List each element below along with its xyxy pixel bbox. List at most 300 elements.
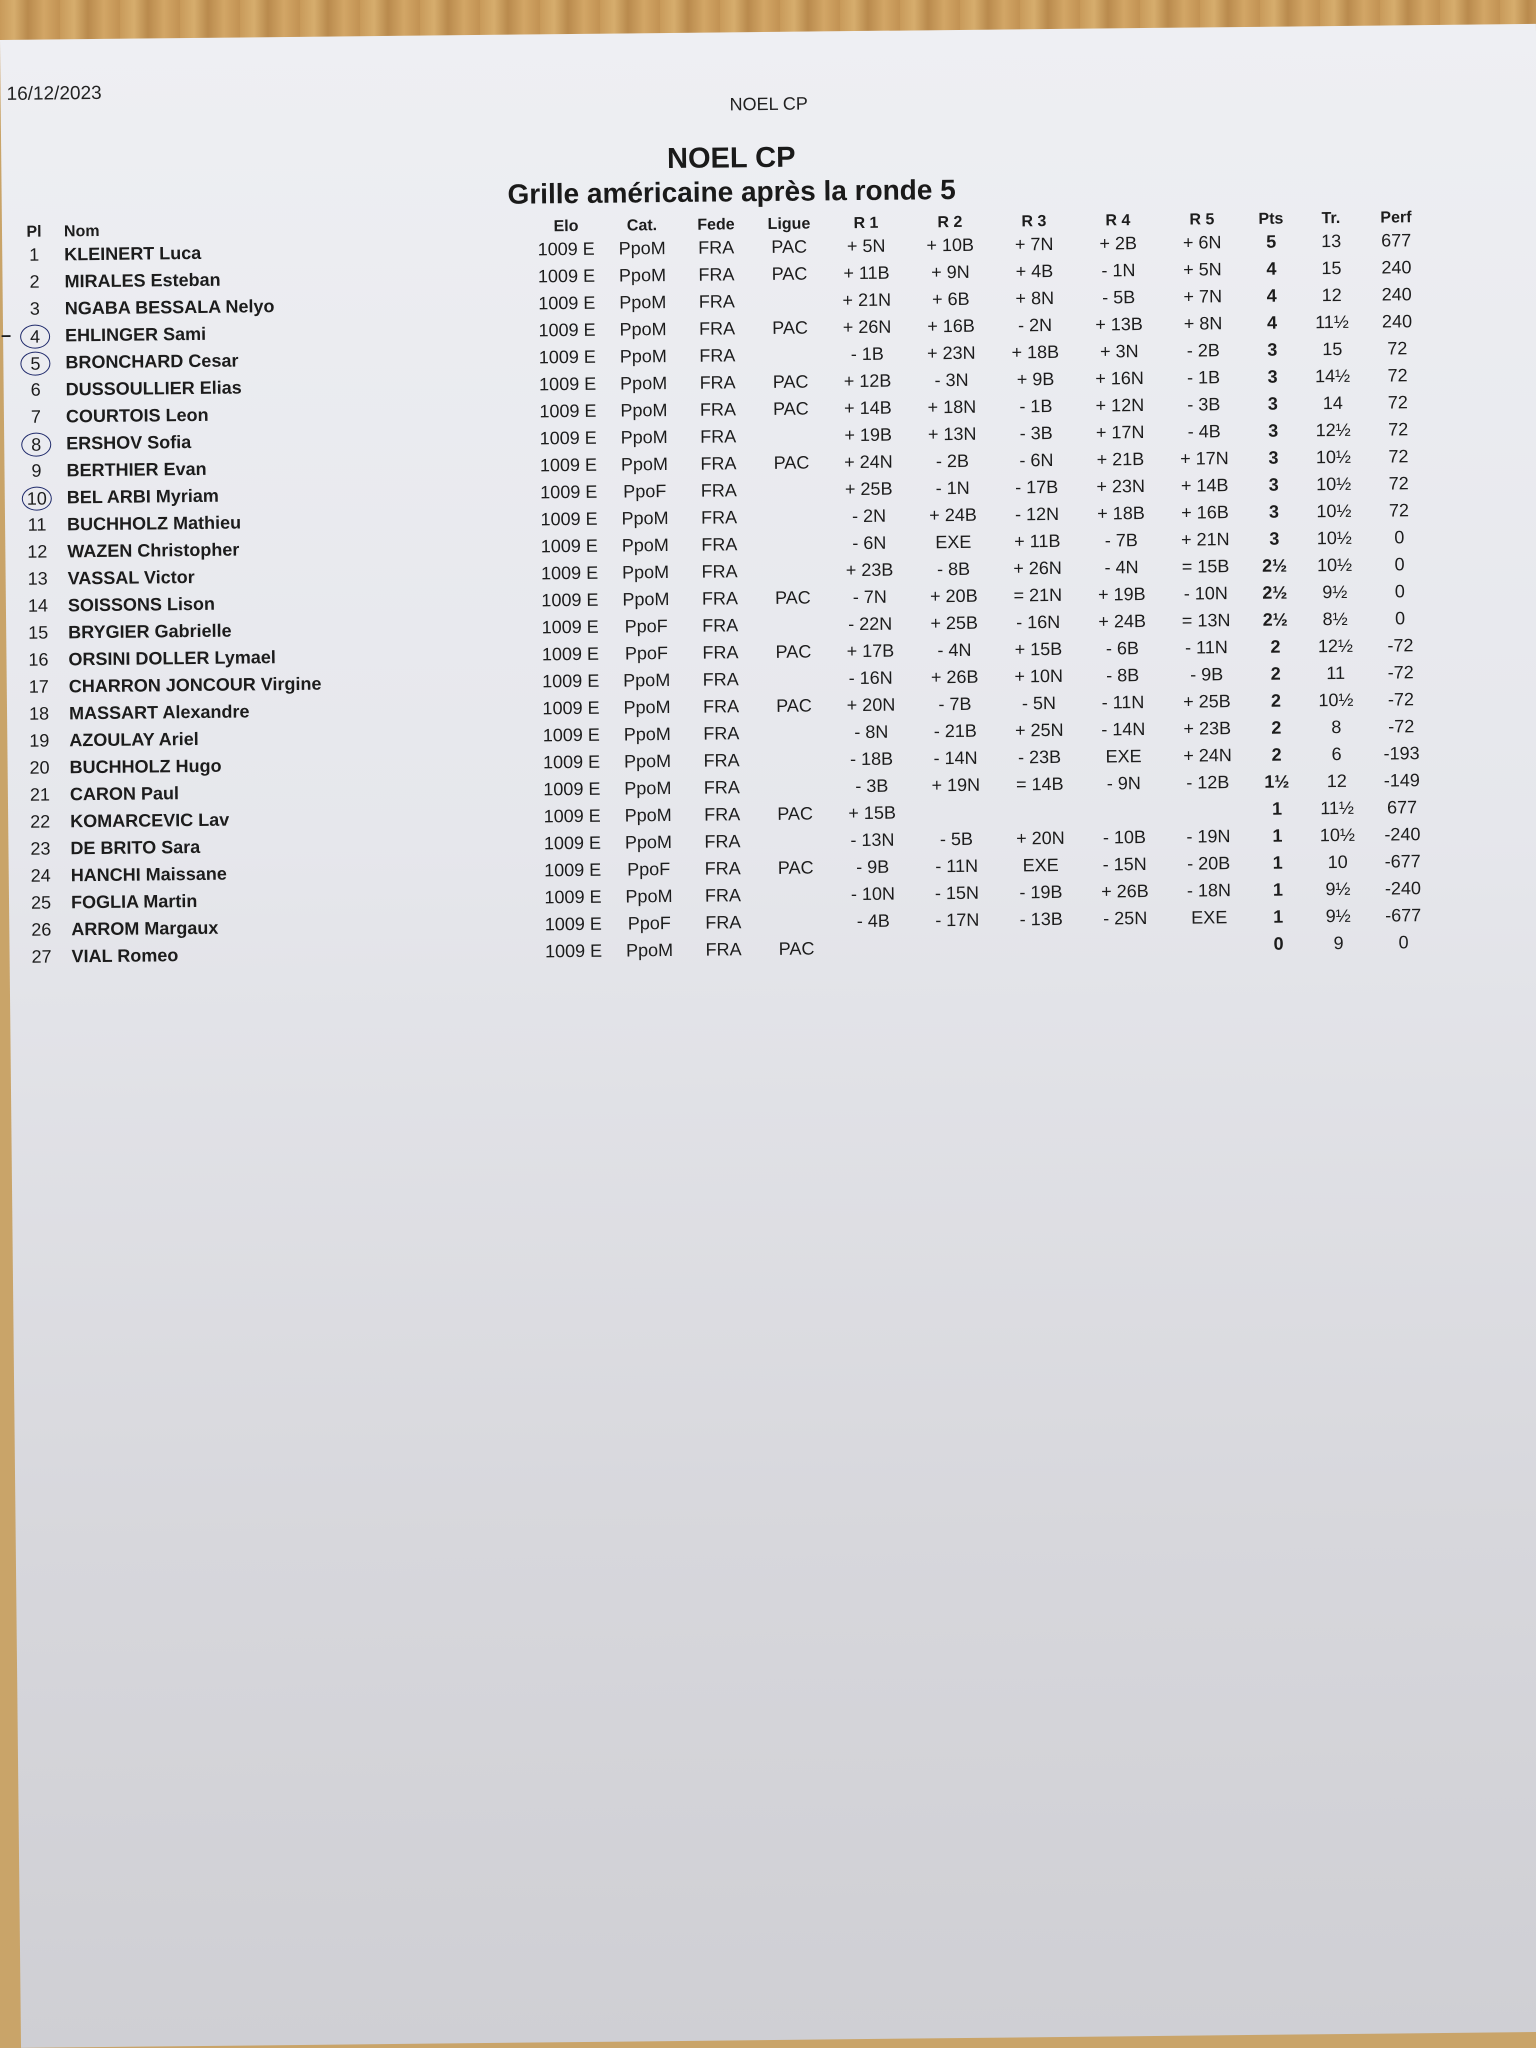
cell-pts: 1 [1272, 852, 1283, 873]
cell-r2: - 14N [933, 747, 978, 769]
cell-r3: - 23B [1017, 746, 1062, 768]
cell-tr: 11½ [1320, 797, 1355, 819]
cell-tr: 12½ [1317, 635, 1354, 657]
cell-cat: PpoM [621, 535, 669, 556]
cell-perf: 0 [1395, 608, 1406, 629]
cell-tr: 8½ [1322, 608, 1348, 630]
cell-pts: 3 [1268, 474, 1279, 495]
cell-r3: + 4B [1015, 260, 1054, 282]
cell-tr: 10½ [1319, 824, 1356, 846]
cell-r1: + 26N [842, 316, 892, 338]
cell-cat: PpoF [627, 859, 671, 880]
cell-r5: - 19N [1186, 826, 1231, 847]
cell-r3 [999, 933, 1083, 961]
cell-tr: 10½ [1315, 446, 1352, 468]
col-tr: Tr. [1321, 209, 1341, 228]
cell-pts: 1 [1271, 798, 1283, 819]
cell-tr: 10½ [1316, 473, 1352, 495]
cell-elo: 1009 E [542, 751, 601, 773]
cell-cat: PpoM [623, 697, 671, 718]
cell-pl: 25 [30, 892, 52, 913]
cell-pl: 15 [28, 622, 49, 643]
cell-cat: PpoM [625, 940, 674, 961]
cell-pts: 3 [1267, 393, 1278, 414]
cell-tr: 10 [1327, 851, 1348, 873]
cell-tr: 10½ [1318, 689, 1354, 711]
cell-pts: 1 [1273, 906, 1284, 927]
cell-pl: 12 [27, 541, 48, 562]
cell-r4 [1082, 797, 1166, 825]
cell-elo: 1009 E [541, 643, 600, 665]
cell-ligue: PAC [774, 587, 811, 608]
cell-r2: - 5B [939, 828, 974, 850]
cell-r5: + 21N [1180, 529, 1230, 550]
cell-r3: + 8N [1015, 287, 1055, 309]
cell-pl: 17 [28, 676, 49, 697]
cell-r5: - 2B [1186, 340, 1220, 361]
cell-cat: PpoM [618, 265, 667, 286]
cell-perf: 677 [1386, 797, 1418, 818]
cell-r2: - 21B [933, 720, 977, 742]
cell-nom: ORSINI DOLLER Lymael [68, 647, 276, 670]
cell-r3: - 6N [1019, 449, 1054, 471]
cell-fede: FRA [703, 723, 740, 744]
cell-tr: 9½ [1325, 905, 1351, 927]
cell-r4: - 8B [1106, 665, 1140, 686]
cell-perf: -677 [1385, 905, 1422, 926]
cell-nom: EHLINGER Sami [64, 323, 207, 346]
cell-r5: + 24N [1183, 745, 1232, 766]
cell-nom: VIAL Romeo [71, 945, 179, 967]
cell-r2: + 16B [927, 315, 975, 337]
cell-r3: + 10N [1014, 665, 1064, 687]
cell-r5: + 25B [1183, 691, 1231, 712]
cell-perf: 72 [1388, 419, 1409, 440]
cell-nom: DE BRITO Sara [70, 836, 201, 859]
table-body [0, 227, 1436, 971]
cell-r3: - 2N [1017, 314, 1053, 336]
cell-tr: 12 [1321, 284, 1342, 306]
handwritten-dash: – [0, 324, 12, 345]
cell-r4: + 26B [1101, 881, 1149, 902]
cell-ligue [755, 287, 825, 315]
cell-r1: - 6N [852, 532, 887, 554]
cell-r2: - 17N [935, 909, 980, 931]
cell-elo: 1009 E [542, 724, 600, 746]
cell-r1: + 23B [845, 559, 894, 581]
cell-r1: + 24N [844, 451, 893, 473]
cell-r2: - 11N [935, 855, 979, 877]
cell-pts: 1 [1272, 825, 1283, 846]
cell-perf: -72 [1388, 716, 1415, 737]
cell-r2: + 24B [929, 504, 977, 526]
cell-ligue [757, 476, 827, 504]
cell-pts: 2 [1270, 636, 1281, 657]
cell-ligue [757, 557, 827, 585]
cell-fede: FRA [699, 399, 737, 420]
cell-perf: -72 [1387, 635, 1414, 656]
cell-r1: + 12B [843, 370, 892, 392]
cell-perf: -193 [1383, 743, 1420, 764]
cell-r5: - 11N [1184, 637, 1228, 658]
cell-r2: - 7B [938, 693, 972, 715]
cell-r3: + 20N [1016, 827, 1065, 849]
cell-tr: 6 [1331, 743, 1342, 765]
cell-r1: + 15B [848, 802, 897, 824]
cell-r3 [998, 798, 1082, 826]
cell-elo: 1009 E [544, 913, 602, 935]
cell-perf: 0 [1398, 932, 1409, 953]
cell-perf: 0 [1394, 554, 1405, 575]
cell-ligue [759, 746, 829, 774]
cell-fede: FRA [701, 534, 738, 555]
cell-perf: -149 [1383, 770, 1420, 791]
cell-r4: EXE [1105, 746, 1142, 767]
cell-r4: + 23N [1096, 476, 1146, 497]
col-r4: R 4 [1105, 212, 1131, 230]
cell-r3: = 14B [1015, 773, 1064, 795]
cell-r3: - 1B [1019, 396, 1053, 417]
cell-pts: 1½ [1264, 771, 1290, 792]
cell-cat: PpoM [620, 373, 668, 394]
cell-r3: - 3B [1019, 422, 1053, 444]
cell-cat: PpoM [622, 589, 670, 610]
cell-r5: + 17N [1180, 448, 1229, 469]
cell-pl: 18 [28, 703, 50, 724]
cell-r2: + 9N [931, 261, 970, 283]
cell-cat: PpoM [624, 778, 672, 799]
cell-elo: 1009 E [540, 508, 598, 530]
cell-pl: 20 [29, 757, 50, 778]
cell-pl: 22 [30, 811, 51, 832]
cell-fede: FRA [699, 372, 736, 393]
cell-pts: 2 [1271, 744, 1282, 765]
cell-r1: - 8N [854, 721, 889, 743]
cell-cat: PpoM [624, 805, 672, 826]
cell-nom: HANCHI Maissane [70, 863, 227, 886]
cell-r1: - 3B [855, 775, 889, 797]
cell-tr: 15 [1321, 257, 1342, 279]
cell-r2: + 19N [931, 774, 981, 796]
cell-perf: -72 [1387, 689, 1415, 710]
cell-pts: 1 [1272, 879, 1284, 900]
cell-fede: FRA [705, 912, 742, 933]
cell-r1: + 5N [846, 235, 886, 257]
cell-r2: + 18N [927, 396, 977, 418]
cell-nom: MIRALES Esteban [64, 269, 221, 292]
cell-perf: 72 [1388, 446, 1409, 467]
cell-pts: 3 [1268, 447, 1279, 468]
page-header-title: NOEL CP [729, 93, 808, 115]
cell-cat: PpoM [621, 562, 670, 583]
cell-perf: 240 [1381, 257, 1412, 278]
cell-fede: FRA [704, 804, 741, 825]
cell-tr: 10½ [1316, 527, 1352, 549]
cell-r3: + 9B [1016, 368, 1055, 390]
cell-elo: 1009 E [544, 886, 602, 908]
cell-pl: 21 [29, 784, 51, 805]
cell-ligue [757, 503, 827, 531]
cell-r1: + 11B [843, 262, 890, 284]
cell-ligue [759, 665, 829, 693]
cell-cat: PpoM [618, 238, 666, 259]
cell-nom: FOGLIA Martin [70, 890, 198, 913]
cell-elo: 1009 E [540, 562, 599, 584]
cell-ligue: PAC [771, 263, 808, 284]
cell-r3: + 18B [1011, 341, 1060, 363]
col-r3: R 3 [1021, 213, 1047, 231]
cell-r3: - 5N [1021, 692, 1057, 714]
print-date: 16/12/2023 [6, 82, 102, 105]
cell-cat: PpoM [620, 400, 668, 421]
cell-nom: ARROM Margaux [71, 917, 219, 940]
standings-table [0, 197, 1436, 971]
cell-r3: = 21N [1013, 584, 1063, 606]
cell-r2: - 1N [935, 477, 970, 499]
col-r2: R 2 [937, 213, 963, 232]
cell-r2: - 8B [936, 558, 971, 580]
cell-r2: - 15N [934, 882, 980, 904]
cell-r4: - 5B [1102, 287, 1136, 308]
cell-pts: 5 [1266, 231, 1277, 252]
cell-r4: - 14N [1101, 719, 1146, 740]
cell-r1: + 17B [846, 640, 895, 662]
cell-tr: 12½ [1315, 419, 1351, 441]
cell-elo: 1009 E [539, 454, 598, 476]
cell-tr: 14½ [1314, 365, 1351, 387]
cell-r5: - 1B [1186, 367, 1221, 388]
cell-pl [16, 430, 56, 457]
col-pl: Pl [26, 223, 42, 241]
cell-pts: 3 [1269, 528, 1280, 549]
cell-elo: 1009 E [544, 940, 603, 962]
cell-perf: 677 [1381, 230, 1412, 251]
cell-pts: 2½ [1262, 609, 1288, 630]
cell-r2: + 25B [930, 612, 979, 634]
cell-r5: EXE [1191, 907, 1228, 928]
cell-pts: 2½ [1261, 555, 1288, 576]
cell-nom: DUSSOULLIER Elias [65, 377, 242, 400]
col-elo: Elo [553, 217, 579, 236]
cell-cat: PpoM [619, 292, 667, 313]
cell-elo: 1009 E [537, 238, 595, 260]
cell-r5: - 9B [1190, 664, 1224, 685]
cell-nom: BUCHHOLZ Mathieu [66, 512, 242, 535]
cell-r2 [915, 934, 999, 962]
cell-r2: - 2B [935, 450, 970, 472]
cell-nom: CARON Paul [69, 783, 180, 805]
cell-r2 [914, 799, 998, 827]
col-ligue: Ligue [767, 215, 811, 233]
cell-tr: 9½ [1322, 581, 1348, 603]
cell-r5: - 3B [1187, 394, 1221, 415]
cell-r3: EXE [1022, 854, 1059, 876]
cell-perf: 240 [1381, 311, 1413, 332]
cell-r1: + 19B [844, 424, 893, 446]
cell-nom: AZOULAY Ariel [69, 728, 199, 751]
cell-r5: + 7N [1183, 286, 1223, 307]
cell-tr: 14 [1322, 392, 1343, 414]
cell-r3: - 19B [1019, 881, 1063, 903]
cell-ligue [758, 611, 828, 639]
cell-cat: PpoM [624, 832, 673, 853]
cell-r4 [1083, 932, 1167, 960]
cell-cat: PpoM [621, 508, 669, 529]
handwritten-circle: 10 [22, 486, 52, 510]
cell-r3: - 17B [1015, 476, 1059, 498]
cell-ligue: PAC [777, 857, 814, 878]
cell-r4: + 2B [1099, 233, 1138, 254]
cell-r4: + 16N [1095, 368, 1144, 389]
cell-nom: MASSART Alexandre [68, 701, 250, 724]
cell-r1: + 21N [842, 289, 892, 311]
cell-r2: - 3N [934, 369, 969, 391]
cell-elo: 1009 E [540, 535, 598, 557]
cell-r5: = 15B [1181, 556, 1230, 577]
cell-pts: 0 [1273, 933, 1284, 954]
cell-tr: 8 [1331, 716, 1342, 738]
cell-pts: 4 [1266, 312, 1278, 333]
cell-ligue [759, 719, 829, 747]
handwritten-circle: 5 [20, 351, 50, 375]
cell-perf: 72 [1387, 338, 1408, 359]
cell-pl: 26 [31, 919, 52, 940]
cell-fede: FRA [698, 237, 735, 258]
cell-elo: 1009 E [538, 319, 596, 341]
cell-r3: + 11B [1014, 530, 1061, 552]
cell-r3: + 15B [1014, 638, 1063, 660]
cell-perf: 72 [1388, 500, 1410, 521]
col-fede: Fede [697, 216, 735, 234]
cell-pl: 1 [29, 244, 40, 265]
cell-r5: - 10N [1183, 583, 1228, 604]
cell-nom: WAZEN Christopher [67, 539, 240, 562]
cell-r1: - 4B [856, 910, 890, 932]
cell-cat: PpoM [619, 319, 667, 340]
cell-elo: 1009 E [542, 670, 600, 692]
cell-ligue [760, 827, 830, 855]
cell-pts: 3 [1267, 366, 1278, 387]
cell-fede: FRA [700, 426, 737, 447]
cell-r4: - 7B [1104, 530, 1138, 551]
cell-fede: FRA [702, 669, 739, 690]
cell-r3: - 16N [1016, 611, 1061, 633]
cell-r4: + 17N [1095, 422, 1145, 443]
handwritten-circle: 4 [20, 324, 50, 348]
col-nom: Nom [63, 222, 100, 241]
cell-r3: - 13B [1019, 908, 1063, 930]
cell-ligue [761, 908, 831, 936]
printed-sheet [0, 24, 1536, 2048]
cell-nom: ERSHOV Sofia [66, 432, 192, 454]
tournament-title: NOEL CP [666, 141, 796, 176]
cell-pl [15, 349, 55, 376]
cell-nom: BUCHHOLZ Hugo [69, 755, 222, 778]
cell-nom: BEL ARBI Myriam [66, 485, 219, 508]
cell-fede: FRA [701, 561, 738, 582]
cell-elo: 1009 E [538, 346, 596, 368]
cell-r1: - 1B [850, 343, 884, 365]
cell-fede: FRA [700, 453, 737, 474]
cell-pl: 27 [31, 946, 52, 967]
cell-fede: FRA [701, 588, 738, 609]
cell-r5 [1167, 931, 1251, 959]
cell-pl: 19 [29, 730, 50, 751]
cell-nom: BRONCHARD Cesar [65, 350, 239, 373]
cell-pl: 9 [31, 460, 42, 481]
cell-r4: - 25N [1103, 908, 1148, 929]
cell-r4: - 15N [1102, 854, 1147, 875]
cell-pl: 23 [30, 838, 51, 859]
cell-nom: BRYGIER Gabrielle [68, 620, 232, 643]
cell-elo: 1009 E [541, 589, 599, 611]
cell-fede: FRA [704, 831, 741, 852]
cell-fede: FRA [698, 318, 736, 339]
cell-fede: FRA [700, 507, 738, 528]
cell-pl: 11 [27, 514, 47, 535]
cell-r4: - 4N [1104, 557, 1139, 578]
cell-r4: + 13B [1095, 314, 1143, 335]
cell-r4: + 3N [1099, 341, 1139, 362]
cell-r5: + 6N [1182, 232, 1222, 253]
cell-r2: + 23N [926, 342, 976, 364]
cell-perf: 0 [1394, 527, 1405, 548]
cell-cat: PpoM [623, 751, 672, 772]
cell-fede: FRA [704, 858, 741, 879]
cell-pl: 16 [28, 649, 49, 670]
cell-ligue [756, 422, 826, 450]
cell-nom: CHARRON JONCOUR Virgine [68, 673, 322, 697]
cell-r5: - 20B [1187, 853, 1231, 874]
cell-pts: 4 [1266, 258, 1277, 279]
cell-r5: + 8N [1183, 313, 1223, 334]
cell-r1: - 13N [850, 829, 895, 851]
cell-ligue [761, 881, 831, 909]
cell-r4: - 11N [1101, 692, 1145, 713]
cell-elo: 1009 E [537, 265, 596, 287]
col-r5: R 5 [1189, 211, 1215, 229]
cell-fede: FRA [704, 885, 742, 906]
cell-tr: 10½ [1316, 554, 1353, 576]
cell-elo: 1009 E [543, 805, 601, 827]
cell-perf: 72 [1387, 365, 1408, 386]
cell-perf: 72 [1387, 392, 1408, 413]
cell-perf: -677 [1384, 851, 1421, 872]
cell-nom: KOMARCEVIC Lav [70, 809, 230, 832]
cell-r5: = 13N [1181, 610, 1231, 631]
cell-tr: 9½ [1325, 878, 1351, 900]
cell-tr: 13 [1321, 230, 1342, 252]
cell-r1: + 14B [844, 397, 892, 419]
cell-r4: + 21B [1096, 449, 1145, 470]
cell-r1: - 22N [848, 613, 893, 635]
cell-r4: + 18B [1097, 503, 1145, 524]
cell-cat: PpoF [624, 643, 669, 664]
cell-nom: KLEINERT Luca [64, 242, 202, 265]
cell-perf: 72 [1388, 473, 1409, 494]
cell-r3: + 25N [1014, 719, 1064, 741]
cell-r1: - 10N [850, 883, 896, 905]
cell-r2: + 6B [931, 288, 970, 310]
cell-fede: FRA [698, 291, 735, 312]
cell-elo: 1009 E [538, 373, 597, 395]
cell-cat: PpoM [623, 724, 671, 745]
cell-pts: 4 [1266, 285, 1277, 306]
cell-ligue [755, 341, 825, 369]
cell-fede: FRA [699, 345, 736, 366]
cell-cat: PpoM [619, 346, 667, 367]
cell-perf: -72 [1387, 662, 1414, 683]
